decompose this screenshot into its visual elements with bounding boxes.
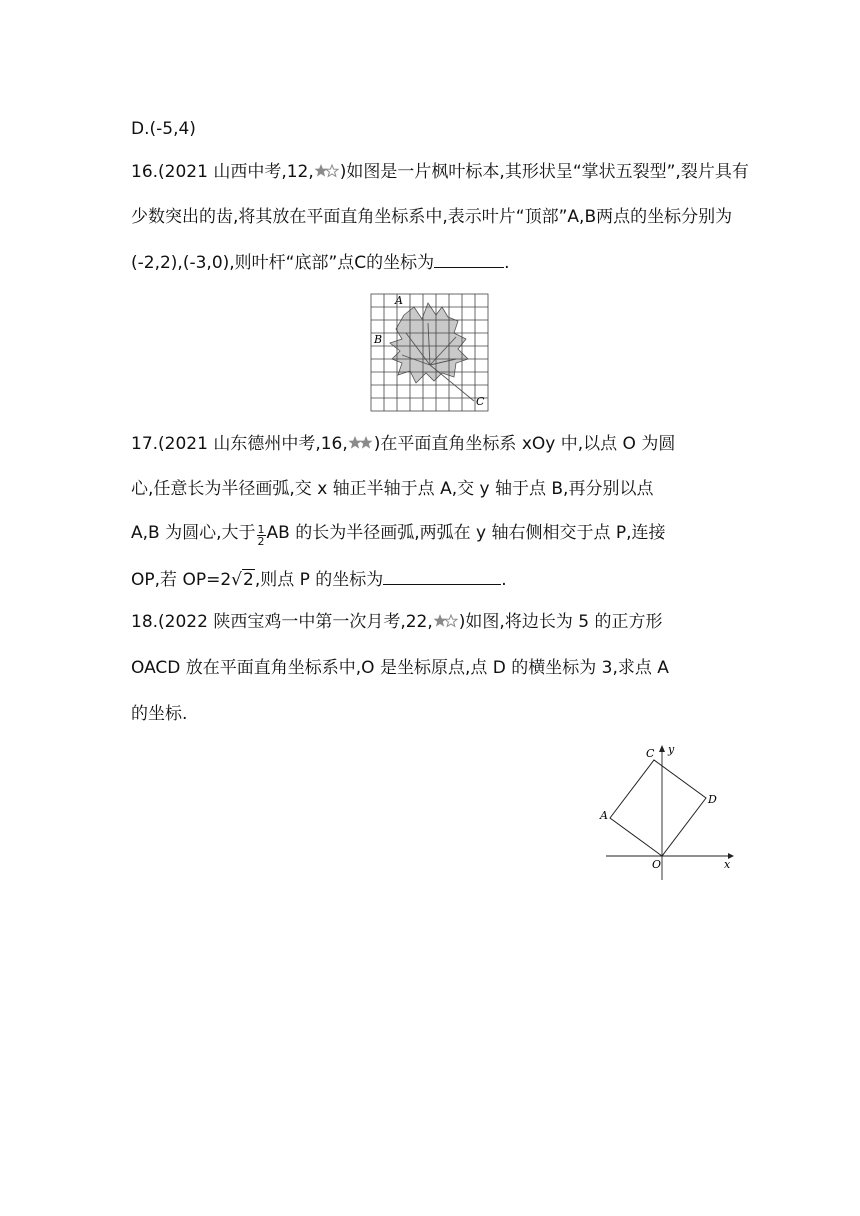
square-oacd — [610, 760, 706, 856]
maple-leaf-grid — [370, 293, 490, 413]
fraction-one-half — [257, 524, 266, 547]
q17-source: 17.(2021 山东德州中考,16, — [131, 434, 348, 454]
q16-line-3 — [131, 251, 510, 274]
sqrt-radicand: 2 — [242, 570, 254, 590]
q17-line-3b: AB 的长为半径画弧,两弧在 y 轴右侧相交于点 P,连接 — [266, 523, 666, 543]
leaf-label-c: C — [476, 395, 485, 408]
leaf-label-a: A — [395, 294, 403, 307]
square-coordinate-figure — [598, 740, 738, 889]
q16-source: 16.(2021 山西中考,12, — [131, 162, 314, 182]
q16-line-2: 少数突出的齿,将其放在平面直角坐标系中,表示叶片“顶部”A,B两点的坐标分别为 — [131, 207, 733, 227]
q18-line-3: 的坐标. — [131, 704, 188, 724]
q17-line-2: 心,任意长为半径画弧,交 x 轴正半轴于点 A,交 y 轴于点 B,再分别以点 — [131, 479, 654, 499]
point-label-c: C — [646, 747, 655, 760]
maple-leaf-figure — [370, 293, 490, 417]
q17-line-4 — [131, 568, 507, 591]
axis-label-y: y — [668, 743, 675, 756]
sqrt-symbol: √2 — [231, 570, 254, 590]
point-label-a: A — [600, 809, 608, 822]
q18-line-2: OACD 放在平面直角坐标系中,O 是坐标原点,点 D 的横坐标为 3,求点 A — [131, 658, 669, 678]
q17-line-1 — [131, 433, 675, 457]
q16-line-1 — [131, 161, 749, 185]
q17-line-3a: A,B 为圆心,大于 — [131, 523, 256, 543]
fraction-denominator: 2 — [257, 535, 265, 548]
q16-line-3-text: (-2,2),(-3,0),则叶杆“底部”点C的坐标为 — [131, 253, 435, 273]
q17-line-3 — [131, 522, 666, 547]
axis-label-x: x — [724, 858, 731, 871]
q17-text: )在平面直角坐标系 xOy 中,以点 O 为圆 — [373, 434, 676, 454]
difficulty-stars-icon — [314, 163, 340, 185]
y-axis-arrow-icon — [659, 745, 665, 752]
option-d: D.(-5,4) — [131, 119, 196, 139]
answer-blank-17[interactable] — [383, 568, 501, 585]
point-label-o: O — [652, 858, 662, 871]
difficulty-stars-icon — [348, 435, 374, 457]
q17-line-4b: ,则点 P 的坐标为 — [254, 570, 384, 590]
answer-blank-16[interactable] — [434, 251, 504, 268]
square-diagram — [598, 740, 738, 885]
q17-period: . — [501, 570, 507, 590]
q17-line-4a: OP,若 OP=2 — [131, 570, 232, 590]
point-label-d: D — [708, 793, 717, 806]
q16-text: )如图是一片枫叶标本,其形状呈“掌状五裂型”,裂片具有 — [339, 162, 749, 182]
q16-period: . — [504, 253, 510, 273]
fraction-numerator: 1 — [257, 523, 265, 536]
leaf-label-b: B — [374, 333, 383, 346]
q18-text: )如图,将边长为 5 的正方形 — [458, 612, 663, 632]
q18-source: 18.(2022 陕西宝鸡一中第一次月考,22, — [131, 612, 433, 632]
difficulty-stars-icon — [433, 613, 459, 635]
q18-line-1 — [131, 611, 662, 635]
